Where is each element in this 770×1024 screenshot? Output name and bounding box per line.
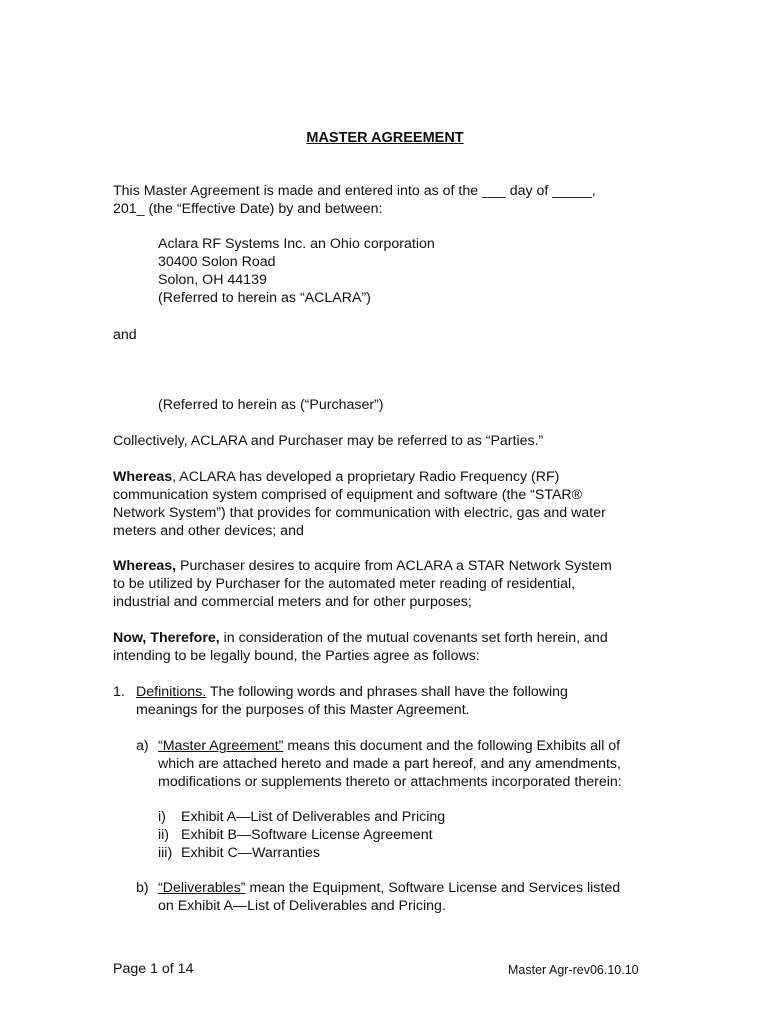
exhibit-item: Exhibit C—Warranties — [181, 845, 321, 861]
now-therefore-lead: Now, Therefore, — [113, 630, 220, 646]
document-title: MASTER AGREEMENT — [306, 130, 464, 146]
now-therefore-paragraph: Now, Therefore, in consideration of the mutual covenants set forth herein, and — [113, 630, 608, 646]
whereas-lead: Whereas, — [113, 558, 177, 574]
whereas-paragraph-1-line: Network System”) that provides for communication with electric, gas and water — [113, 505, 606, 521]
exhibit-item: Exhibit B—Software License Agreement — [181, 827, 433, 843]
item-b-line: on Exhibit A—List of Deliverables and Pricing. — [158, 898, 446, 914]
aclara-address-line: Aclara RF Systems Inc. an Ohio corporation — [158, 236, 435, 252]
whereas-paragraph-2: Whereas, Purchaser desires to acquire from ACLARA a STAR Network System — [113, 558, 612, 574]
whereas-lead: Whereas — [113, 469, 173, 485]
section-1-number: 1. — [113, 684, 125, 700]
now-therefore-line: intending to be legally bound, the Parties agree as follows: — [113, 648, 480, 664]
whereas-paragraph-2-line: to be utilized by Purchaser for the automated meter reading of residential, — [113, 576, 576, 592]
exhibit-marker: iii) — [158, 845, 173, 861]
purchaser-reference: (Referred to herein as (“Purchaser”) — [158, 397, 384, 413]
aclara-address-line: 30400 Solon Road — [158, 254, 276, 270]
intro-line-2: 201_ (the “Effective Date) by and between: — [113, 201, 383, 217]
page-number: Page 1 of 14 — [113, 961, 194, 977]
section-1-heading: Definitions. — [136, 684, 207, 700]
exhibit-marker: ii) — [158, 827, 170, 843]
item-b-marker: b) — [136, 880, 149, 896]
item-a-line: “Master Agreement” means this document and the following Exhibits all of — [158, 738, 621, 754]
exhibit-item: Exhibit A—List of Deliverables and Pricing — [181, 809, 446, 825]
aclara-address-line: (Referred to herein as “ACLARA”) — [158, 290, 371, 306]
section-1-line: meanings for the purposes of this Master Agreement. — [136, 702, 470, 718]
item-b-line: “Deliverables” mean the Equipment, Software License and Services listed — [158, 880, 621, 896]
collectively-paragraph: Collectively, ACLARA and Purchaser may be referred to as “Parties.” — [113, 433, 544, 449]
intro-line-1: This Master Agreement is made and entered into as of the ___ day of _____, — [113, 183, 596, 199]
section-1-heading-line: Definitions. The following words and phrases shall have the following — [136, 684, 568, 700]
whereas-paragraph-1-line: meters and other devices; and — [113, 523, 304, 539]
item-a-line: which are attached hereto and made a part hereof, and any amendments, — [158, 756, 621, 772]
aclara-address-line: Solon, OH 44139 — [158, 272, 267, 288]
and-text: and — [113, 327, 137, 343]
item-a-term: “Master Agreement” — [158, 738, 284, 754]
item-a-marker: a) — [136, 738, 149, 754]
whereas-paragraph-1: Whereas, ACLARA has developed a proprietary Radio Frequency (RF) — [113, 469, 560, 485]
whereas-paragraph-2-line: industrial and commercial meters and for other purposes; — [113, 594, 472, 610]
whereas-paragraph-1-line: communication system comprised of equipment and software (the “STAR® — [113, 487, 583, 503]
exhibit-marker: i) — [158, 809, 166, 825]
revision-label: Master Agr-rev06.10.10 — [508, 963, 639, 977]
item-b-term: “Deliverables” — [158, 880, 246, 896]
item-a-line: modifications or supplements thereto or attachments incorporated therein: — [158, 774, 622, 790]
